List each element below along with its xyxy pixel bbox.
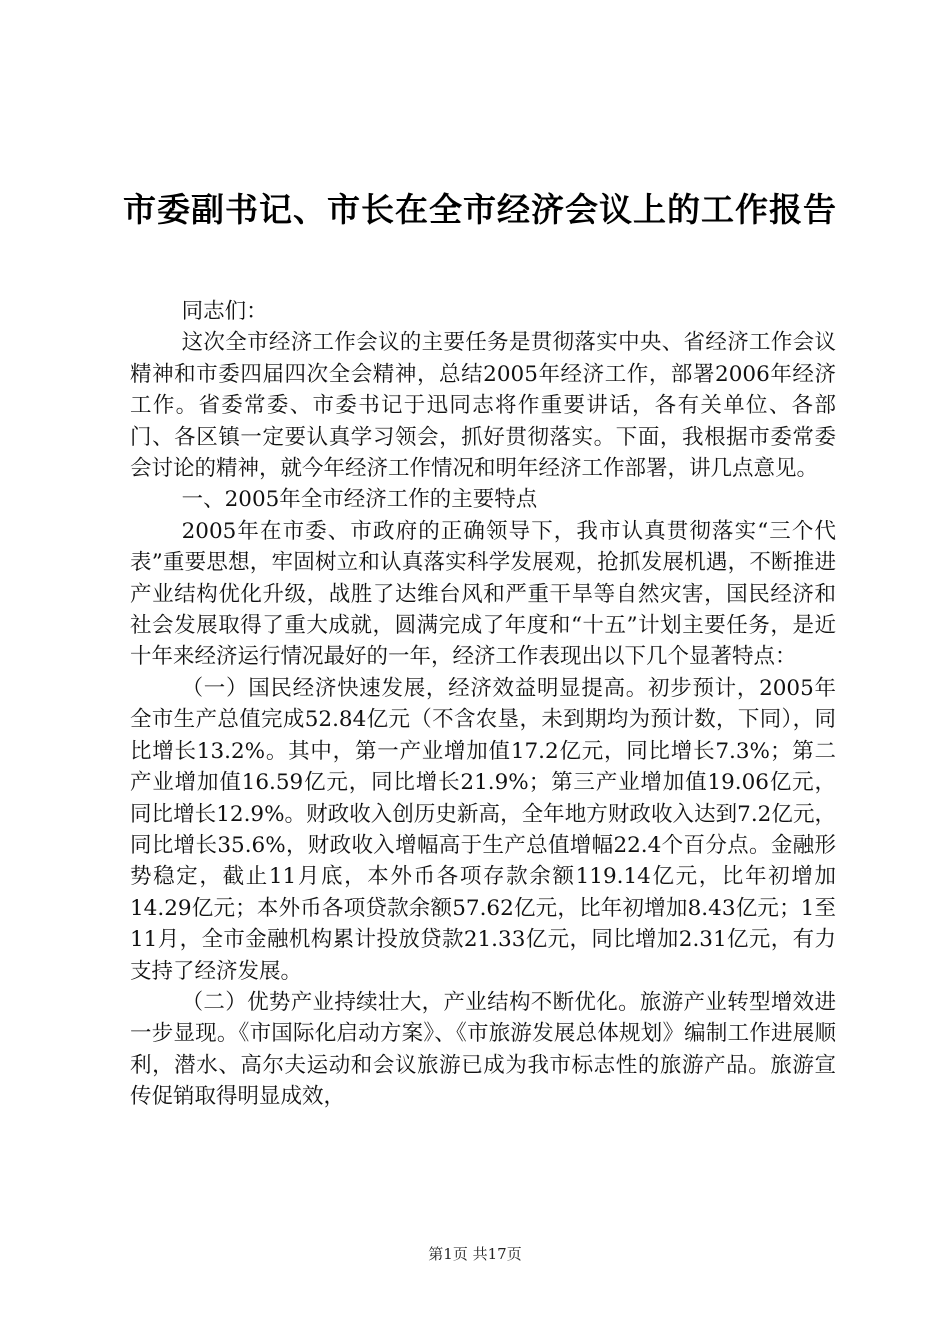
industry-paragraph: （二）优势产业持续壮大，产业结构不断优化。旅游产业转型增效进一步显现。《市国际化启动方案》、《市旅游发展总体规划》编制工作进展顺利，潜水、高尔夫运动和会议旅游已成为我市标志性的旅游产品。旅游宣传促销取得明显成效， [130, 989, 836, 1110]
economy-paragraph: （一）国民经济快速发展，经济效益明显提高。初步预计，2005年全市生产总值完成52.84亿元（不含农垦，未到期均为预计数，下同），同比增长13.2%。其中，第一产业增加值17.2亿元，同比增长7.3%；第二产业增加值16.59亿元，同比增长21.9%；第三产业增加值19.06亿元，同比增长12.9%。财政收入创历史新高，全年地方财政收入达到7.2亿元，同比增长35.6%，财政收入增幅高于生产总值增幅22.4个百分点。金融形势稳定，截止11月底，本外币各项存款余额119.14亿元，比年初增加14.29亿元；本外币各项贷款余额57.62亿元，比年初增加8.43亿元；1至11月，全市金融机构累计投放贷款21.33亿元，同比增加2.31亿元，有力支持了经济发展。 [130, 675, 836, 984]
document-title: 市委副书记、市长在全市经济会议上的工作报告 [123, 190, 837, 229]
section-heading: 一、2005年全市经济工作的主要特点 [181, 487, 538, 513]
page-footer: 第1页 共17页 [428, 1245, 522, 1263]
salutation-paragraph: 同志们： [181, 299, 268, 324]
intro-paragraph: 这次全市经济工作会议的主要任务是贯彻落实中央、省经济工作会议精神和市委四届四次全会精神，总结2005年经济工作，部署2006年经济工作。省委常委、市委书记于迅同志将作重要讲话，各有关单位、各部门、各区镇一定要认真学习领会，抓好贯彻落实。下面，我根据市委常委会讨论的精神，就今年经济工作情况和明年经济工作部署，讲几点意见。 [130, 330, 836, 482]
overview-paragraph: 2005年在市委、市政府的正确领导下，我市认真贯彻落实“三个代表”重要思想，牢固树立和认真落实科学发展观，抢抓发展机遇，不断推进产业结构优化升级，战胜了达维台风和严重干旱等自然灾害，国民经济和社会发展取得了重大成就，圆满完成了年度和“十五”计划主要任务，是近十年来经济运行情况最好的一年，经济工作表现出以下几个显著特点： [130, 518, 836, 670]
document-body [130, 296, 836, 1113]
